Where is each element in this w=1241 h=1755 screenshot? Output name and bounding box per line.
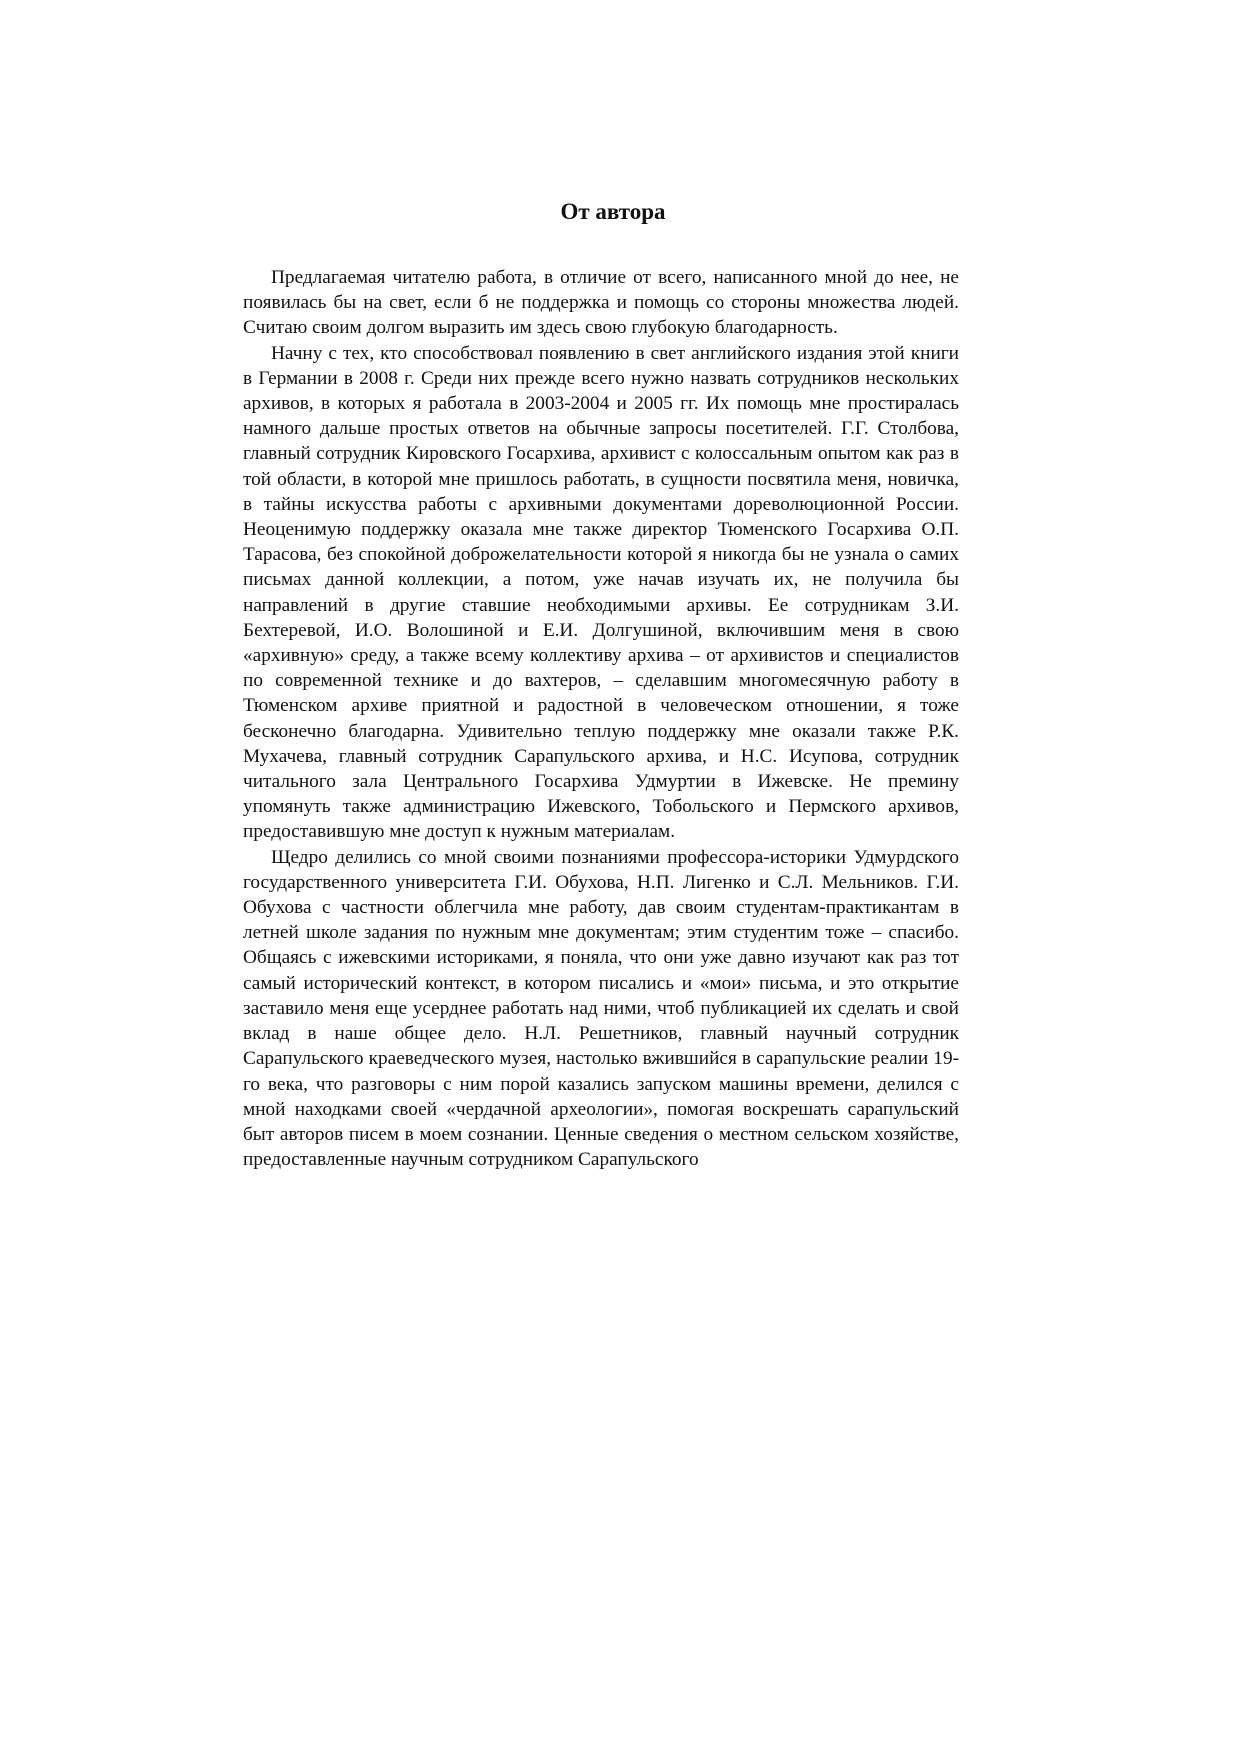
paragraph-3: Щедро делились со мной своими познаниями профессора-историки Удмурдского государственного университета Г.И. Обухова, Н.П. Лигенко и С.Л. Мельников. Г.И. Обухова с частности облегчила мне работу, дав своим студентам-практикантам в летней школе задания по нужным мне документам; этим студентим тоже – спасибо. Общаясь с ижевскими историками, я поняла, что они уже давно изучают как раз тот самый исторический контекст, в котором писались и «мои» письма, и это открытие заставило меня еще усерднее работать над ними, чтоб публикацией их сделать и свой вклад в наше общее дело. Н.Л. Решетников, главный научный сотрудник Сарапульского краеведческого музея, настолько вжившийся в сарапульские реалии 19-го века, что разговоры с ним порой казались запуском машины времени, делился с мной находками своей «чердачной археологии», помогая воскрешать сарапульский быт авторов писем в моем сознании. Ценные сведения о местном сельском хозяйстве, предоставленные научным сотрудником Сарапульского: [243, 846, 959, 1171]
document-page: [243, 196, 959, 1172]
page-title: От автора: [560, 199, 666, 224]
paragraph-1: Предлагаемая читателю работа, в отличие от всего, написанного мной до нее, не появилась бы на свет, если б не поддержка и помощь со стороны множества людей. Считаю своим долгом выразить им здесь свою глубокую благодарность.: [243, 267, 959, 339]
paragraph-2: Начну с тех, кто способствовал появлению в свет английского издания этой книги в Германии в 2008 г. Среди них прежде всего нужно назвать сотрудников нескольких архивов, в которых я работала в 2003-2004 и 2005 гг. Их помощь мне простиралась намного дальше простых ответов на обычные запросы посетителей. Г.Г. Столбова, главный сотрудник Кировского Госархива, архивист с колоссальным опытом как раз в той области, в которой мне пришлось работать, в сущности посвятила меня, новичка, в тайны искусства работы с архивными документами дореволюционной России. Неоценимую поддержку оказала мне также директор Тюменского Госархива О.П. Тарасова, без спокойной доброжелательности которой я никогда бы не узнала о самих письмах данной коллекции, а потом, уже начав изучать их, не получила бы направлений в другие ставшие необходимыми архивы. Ее сотрудникам З.И. Бехтеревой, И.О. Волошиной и Е.И. Долгушиной, включившим меня в свою «архивную» среду, а также всему коллективу архива – от архивистов и специалистов по современной технике и до вахтеров, – сделавшим многомесячную работу в Тюменском архиве приятной и радостной в человеческом отношении, я тоже бесконечно благодарна. Удивительно теплую поддержку мне оказали также Р.К. Мухачева, главный сотрудник Сарапульского архива, и Н.С. Исупова, сотрудник читального зала Центрального Госархива Удмуртии в Ижевске. Не премину упомянуть также администрацию Ижевского, Тобольского и Пермского архивов, предоставившую мне доступ к нужным материалам.: [243, 342, 959, 843]
